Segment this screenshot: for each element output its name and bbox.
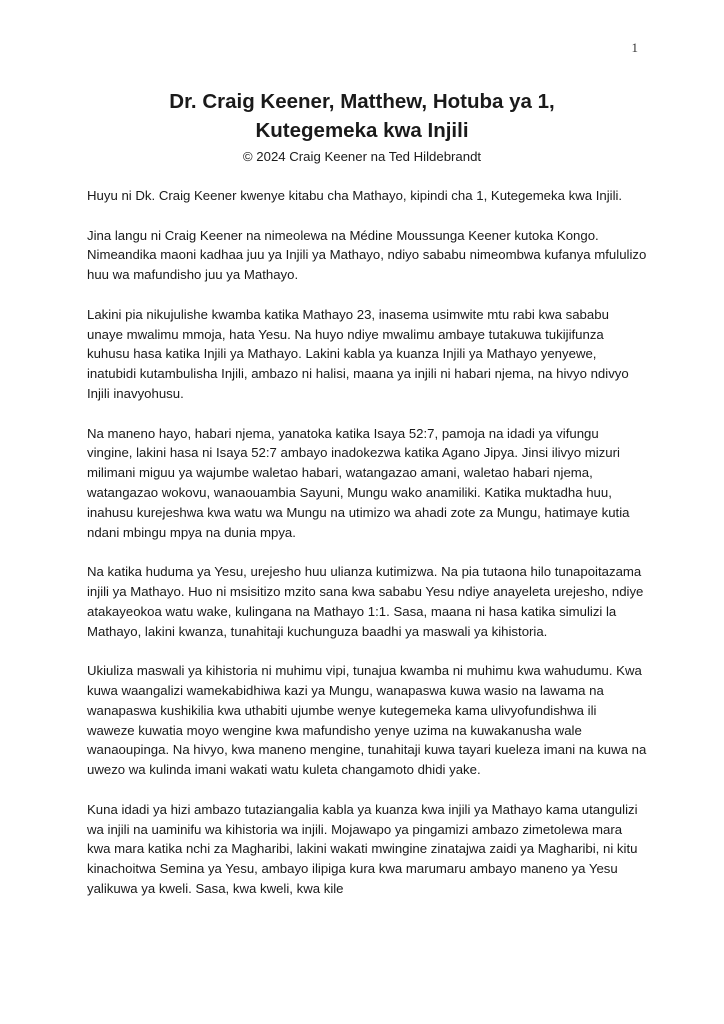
paragraph-4: Na maneno hayo, habari njema, yanatoka katika Isaya 52:7, pamoja na idadi ya vifungu vingine, lakini hasa ni Isaya 52:7 ambayo inadokezwa katika Agano Jipya. Jinsi ilivyo mizuri milimani miguu ya wajumbe waletao habari, watangazao amani, waletao habari njema, watangazao wokovu, wanaouambia Sayuni, Mungu wako anamiliki. Katika muktadha huu, inahusu kurejeshwa kwa watu wa Mungu na utimizo wa ahadi zote za Mungu, hatimaye kutia ndani mbingu mpya na dunia mpya. — [87, 425, 630, 540]
title-line-2: Kutegemeka kwa Injili — [255, 119, 469, 142]
paragraph-5: Na katika huduma ya Yesu, urejesho huu ulianza kutimizwa. Na pia tutaona hilo tunapoitazama injili ya Mathayo. Huo ni msisitizo mzito sana kwa sababu Yesu ndiye anayeleta urejesho, ndiye atakayeokoa watu wake, kulingana na Mathayo 1:1. Sasa, maana ni hasa katika simulizi la Mathayo, lakini kwanza, tunahitaji kuchunguza baadhi ya maswali ya kihistoria. — [87, 564, 644, 639]
paragraph-1: Huyu ni Dk. Craig Keener kwenye kitabu cha Mathayo, kipindi cha 1, Kutegemeka kwa Injili. — [87, 188, 623, 203]
paragraph-2: Jina langu ni Craig Keener na nimeolewa na Médine Moussunga Keener kutoka Kongo. Nimeandika maoni kadhaa juu ya Injili ya Mathayo, ndiyo sababu nimeombwa kufanya mfululizo huu wa mafundisho juu ya Mathayo. — [87, 227, 647, 283]
paragraph-3: Lakini pia nikujulishe kwamba katika Mathayo 23, inasema usimwite mtu rabi kwa sababu unaye mwalimu mmoja, hata Yesu. Na huyo ndiye mwalimu ambaye tutakuwa tukijifunza kuhusu hasa katika Injili ya Mathayo. Lakini kabla ya kuanza Injili ya Mathayo yenyewe, inatubidi kutambulisha Injili, ambazo ni halisi, maana ya injili ni habari njema, na hivyo ndivyo Injili inavyohusu. — [87, 306, 629, 401]
paragraph-6: Ukiuliza maswali ya kihistoria ni muhimu vipi, tunajua kwamba ni muhimu kwa wahudumu. Kwa kuwa waangalizi wamekabidhiwa kazi ya Mungu, wanapaswa kuwa wasio na lawama na wanapaswa kushikilia kwa uthabiti ujumbe wenye kutegemeka kama ulivyofundishwa ili waweze kuwatia moyo wengine kwa mafundisho yenye uzima na kuwakanusha wale wanaoupinga. Na hivyo, kwa maneno mengine, tunahitaji kuwa tayari kueleza imani na kuwa na uwezo wa kulinda imani wakati watu kuleta changamoto dhidi yake. — [87, 663, 647, 778]
document-title — [0, 87, 724, 145]
document-body — [87, 186, 647, 918]
page-number: 1 — [631, 40, 638, 55]
title-line-1: Dr. Craig Keener, Matthew, Hotuba ya 1, — [169, 90, 555, 113]
paragraph-7: Kuna idadi ya hizi ambazo tutaziangalia kabla ya kuanza kwa injili ya Mathayo kama utangulizi wa injili na uaminifu wa kihistoria wa injili. Mojawapo ya pingamizi ambazo zimetolewa mara kwa mara katika nchi za Magharibi, lakini wakati mwingine zinatajwa zaidi ya Magharibi, ni kitu kinachoitwa Semina ya Yesu, ambayo ilipiga kura kwa marumaru ambayo maneno ya Yesu yalikuwa ya kweli. Sasa, kwa kweli, kwa kile — [87, 801, 638, 896]
copyright-line: © 2024 Craig Keener na Ted Hildebrandt — [242, 149, 482, 164]
